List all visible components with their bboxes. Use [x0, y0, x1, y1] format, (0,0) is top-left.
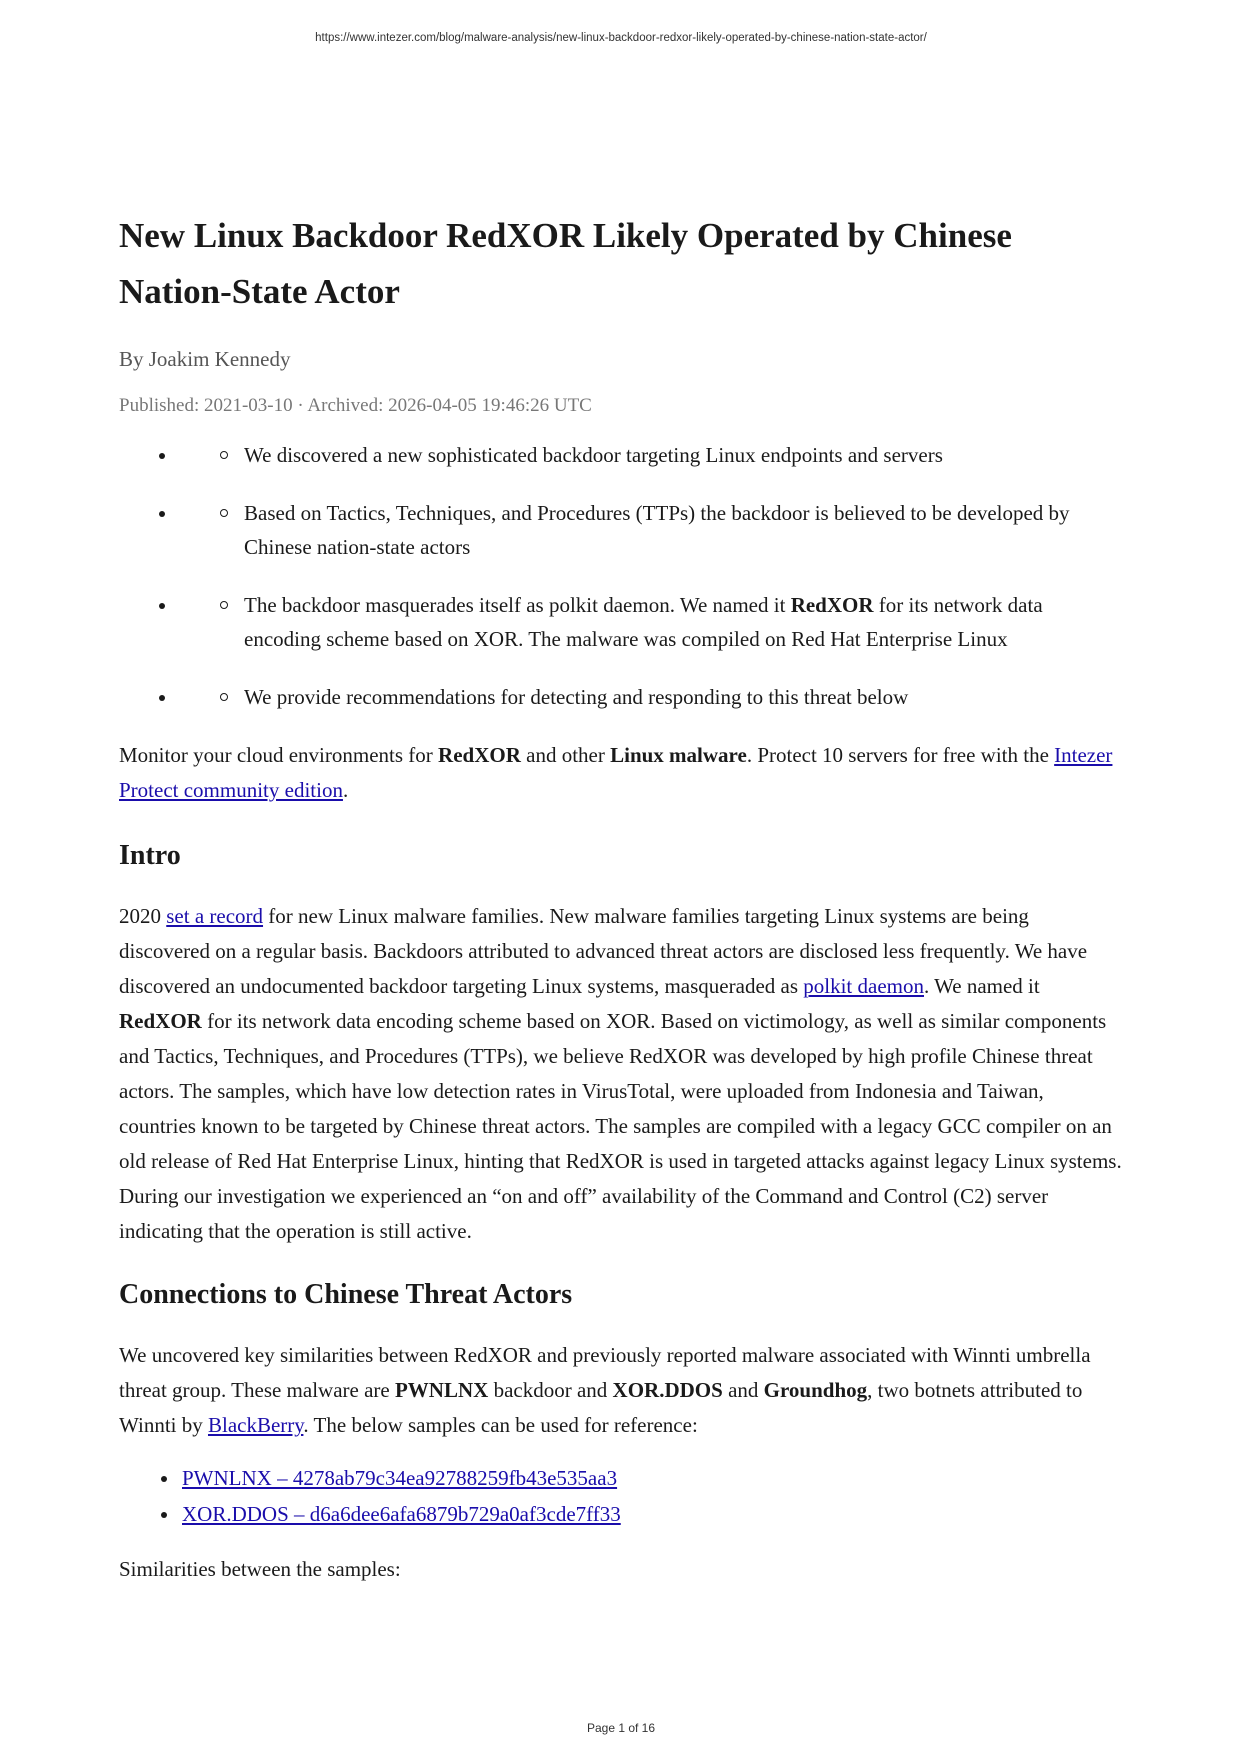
set-a-record-link[interactable]: set a record [166, 904, 264, 928]
monitor-paragraph [119, 738, 1124, 808]
xorddos-sample-link[interactable]: XOR.DDOS – d6a6dee6afa6879b729a0af3cde7ff33 [182, 1502, 621, 1526]
intro-paragraph [119, 899, 1124, 1249]
summary-text: We provide recommendations for detecting and responding to this threat below [244, 685, 909, 709]
article-author: By Joakim Kennedy [119, 347, 291, 371]
bold-text: Groundhog [763, 1378, 868, 1402]
article [119, 208, 1124, 1587]
circle-bullet-icon [220, 693, 228, 701]
summary-text: We discovered a new sophisticated backdoor targeting Linux endpoints and servers [244, 443, 943, 467]
intezer-protect-link[interactable]: Intezer Protect community edition [119, 743, 1113, 802]
text: 2020 [119, 904, 167, 928]
circle-bullet-icon [220, 509, 228, 517]
text: Monitor your cloud environments for [119, 743, 439, 767]
article-title: New Linux Backdoor RedXOR Likely Operated by Chinese Nation-State Actor [119, 216, 1012, 311]
text: , two botnets attributed to Winnti by [119, 1378, 1083, 1437]
bold-text: PWNLNX [394, 1378, 489, 1402]
bullet-icon [161, 1512, 167, 1518]
text: . We named it [924, 974, 1040, 998]
circle-bullet-icon [220, 601, 228, 609]
text: . The below samples can be used for reference: [303, 1413, 698, 1437]
connections-heading: Connections to Chinese Threat Actors [119, 1279, 573, 1310]
bold-text: RedXOR [119, 1009, 202, 1033]
summary-item [119, 588, 1124, 656]
text: We uncovered key similarities between RedXOR and previously reported malware associated with Winnti umbrella threat group. These malware are [119, 1343, 1091, 1402]
summary-list [119, 438, 1124, 714]
bullet-icon [161, 1476, 167, 1482]
text: backdoor and [488, 1378, 613, 1402]
circle-bullet-icon [220, 451, 228, 459]
summary-text: Based on Tactics, Techniques, and Procedures (TTPs) the backdoor is believed to be developed by Chinese nation-state actors [244, 501, 1070, 559]
bold-text: XOR.DDOS [612, 1378, 723, 1402]
bold-text: Linux malware [610, 743, 747, 767]
bullet-icon [159, 453, 165, 459]
summary-text: The backdoor masquerades itself as polkit daemon. We named it [244, 593, 791, 617]
text: . Protect 10 servers for free with the [746, 743, 1055, 767]
bullet-icon [159, 603, 165, 609]
reference-item [119, 1460, 1124, 1496]
text: for its network data encoding scheme based on XOR. Based on victimology, as well as similar components and Tactics, Techniques, and Procedures (TTPs), we believe RedXOR was developed by high profile Chinese threat actors. The samples, which have low detection rates in VirusTotal, were uploaded from Indonesia and Taiwan, countries known to be targeted by Chinese threat actors. The samples are compiled with a legacy GCC compiler on an old release of Red Hat Enterprise Linux, hinting that RedXOR is used in targeted attacks against legacy Linux systems. During our investigation we experienced an “on and off” availability of the Command and Control (C2) server indicating that the operation is still active. [119, 1009, 1122, 1243]
summary-item [119, 680, 1124, 714]
text: and other [520, 743, 611, 767]
pwnlnx-sample-link[interactable]: PWNLNX – 4278ab79c34ea92788259fb43e535aa3 [182, 1466, 618, 1490]
polkit-daemon-link[interactable]: polkit daemon [803, 974, 924, 998]
intro-heading: Intro [119, 840, 181, 871]
text: . [342, 778, 349, 802]
summary-text: for its network data encoding scheme based on XOR. The malware was compiled on Red Hat Enterprise Linux [244, 593, 1043, 651]
bullet-icon [159, 511, 165, 517]
text: and [722, 1378, 764, 1402]
connections-paragraph [119, 1338, 1124, 1443]
reference-item [119, 1496, 1124, 1532]
page-number: Page 1 of 16 [586, 1721, 656, 1735]
bullet-icon [159, 695, 165, 701]
summary-item [119, 496, 1124, 564]
source-url: https://www.intezer.com/blog/malware-analysis/new-linux-backdoor-redxor-likely-operated-by-chinese-nation-state-actor/ [315, 32, 927, 44]
similarities-paragraph: Similarities between the samples: [119, 1557, 401, 1581]
text: for new Linux malware families. New malware families targeting Linux systems are being discovered on a regular basis. Backdoors attributed to advanced threat actors are disclosed less frequently. We have discovered an undocumented backdoor targeting Linux systems, masqueraded as [119, 904, 1088, 998]
summary-bold: RedXOR [790, 593, 874, 617]
article-meta: Published: 2021-03-10 · Archived: 2026-04-05 19:46:26 UTC [119, 395, 592, 416]
reference-list [119, 1460, 1124, 1532]
bold-text: RedXOR [438, 743, 521, 767]
summary-item [119, 438, 1124, 472]
blackberry-link[interactable]: BlackBerry [207, 1413, 304, 1437]
